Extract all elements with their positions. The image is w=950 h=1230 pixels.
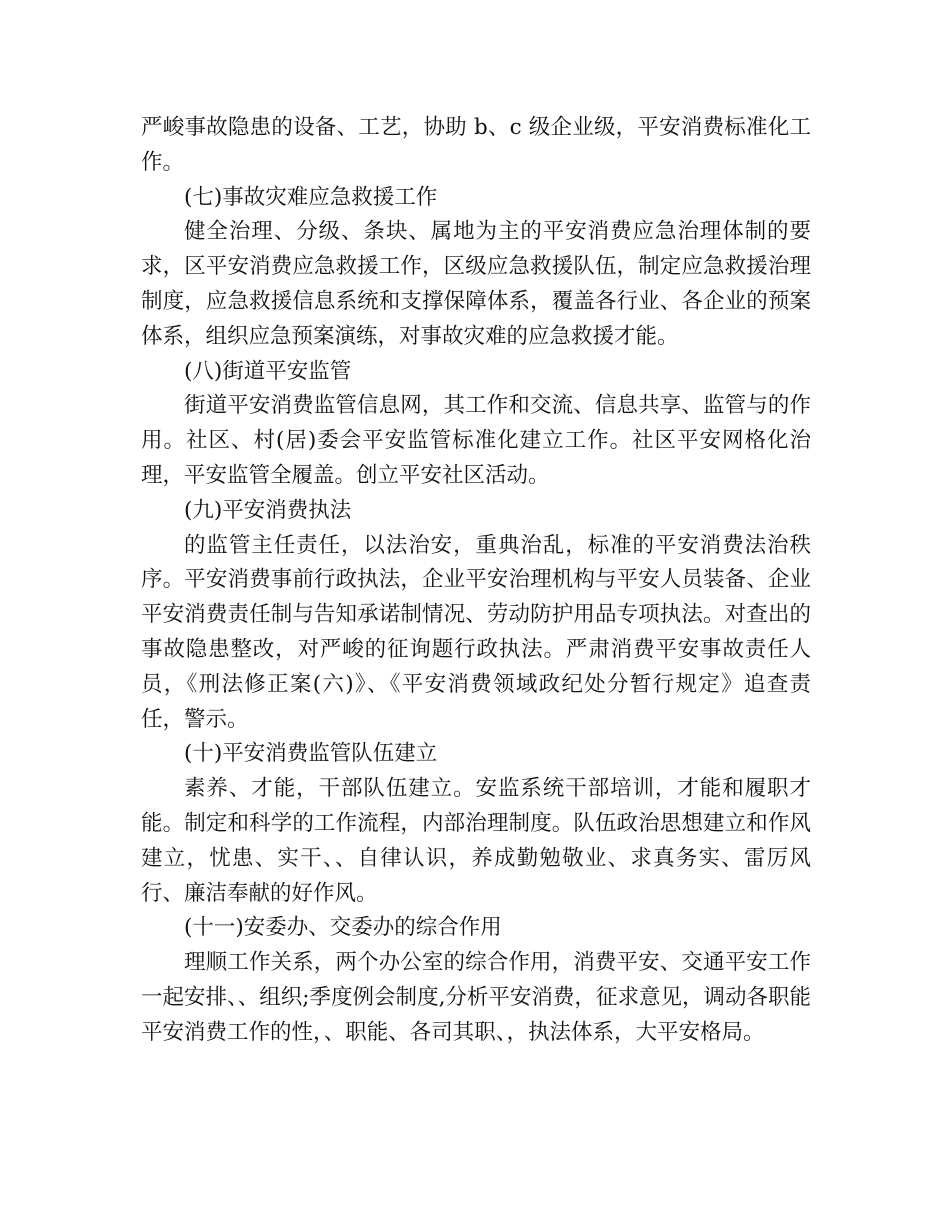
paragraph-coordination: 理顺工作关系，两个办公室的综合作用，消费平安、交通平安工作一起安排、、组织;季度例会制度,分析平安消费，征求意见，调动各职能平安消费工作的性，、职能、各司其职、，执法体系，大平安格局。 [141, 950, 811, 1045]
section-heading-11: (十一)安委办、交委办的综合作用 [184, 915, 502, 941]
section-heading-8: (八)街道平安监管 [184, 358, 352, 384]
section-heading-7: (七)事故灾难应急救援工作 [184, 184, 438, 210]
paragraph-team-building: 素养、才能，干部队伍建立。安监系统干部培训，才能和履职才能。制定和科学的工作流程，内部治理制度。队伍政治思想建立和作风建立，忧患、实干、、自律认识，养成勤勉敬业、求真务实、雷厉风行、廉洁奉献的好作风。 [141, 776, 811, 906]
paragraph-law-enforcement: 的监管主任责任，以法治安，重典治乱，标准的平安消费法治秩序。平安消费事前行政执法，企业平安治理机构与平安人员装备、企业平安消费责任制与告知承诺制情况、劳动防护用品专项执法。对查出的事故隐患整改，对严峻的征询题行政执法。严肃消费平安事故责任人员，《刑法修正案(六)》、《平安消费领域政纪处分暂行规定》追查责任，警示。 [141, 532, 811, 732]
section-heading-10: (十)平安消费监管队伍建立 [184, 741, 438, 767]
paragraph-continuation: 严峻事故隐患的设备、工艺，协助 b、c 级企业级，平安消费标准化工作。 [141, 115, 811, 175]
paragraph-emergency-rescue: 健全治理、分级、条块、属地为主的平安消费应急治理体制的要求，区平安消费应急救援工作，区级应急救援队伍，制定应急救援治理制度，应急救援信息系统和支撑保障体系，覆盖各行业、各企业的预案体系，组织应急预案演练，对事故灾难的应急救援才能。 [141, 219, 811, 349]
paragraph-street-supervision: 街道平安消费监管信息网，其工作和交流、信息共享、监管与的作用。社区、村(居)委会平安监管标准化建立工作。社区平安网格化治理，平安监管全履盖。创立平安社区活动。 [141, 393, 811, 488]
document-body [141, 111, 811, 1051]
section-heading-9: (九)平安消费执法 [184, 497, 352, 523]
